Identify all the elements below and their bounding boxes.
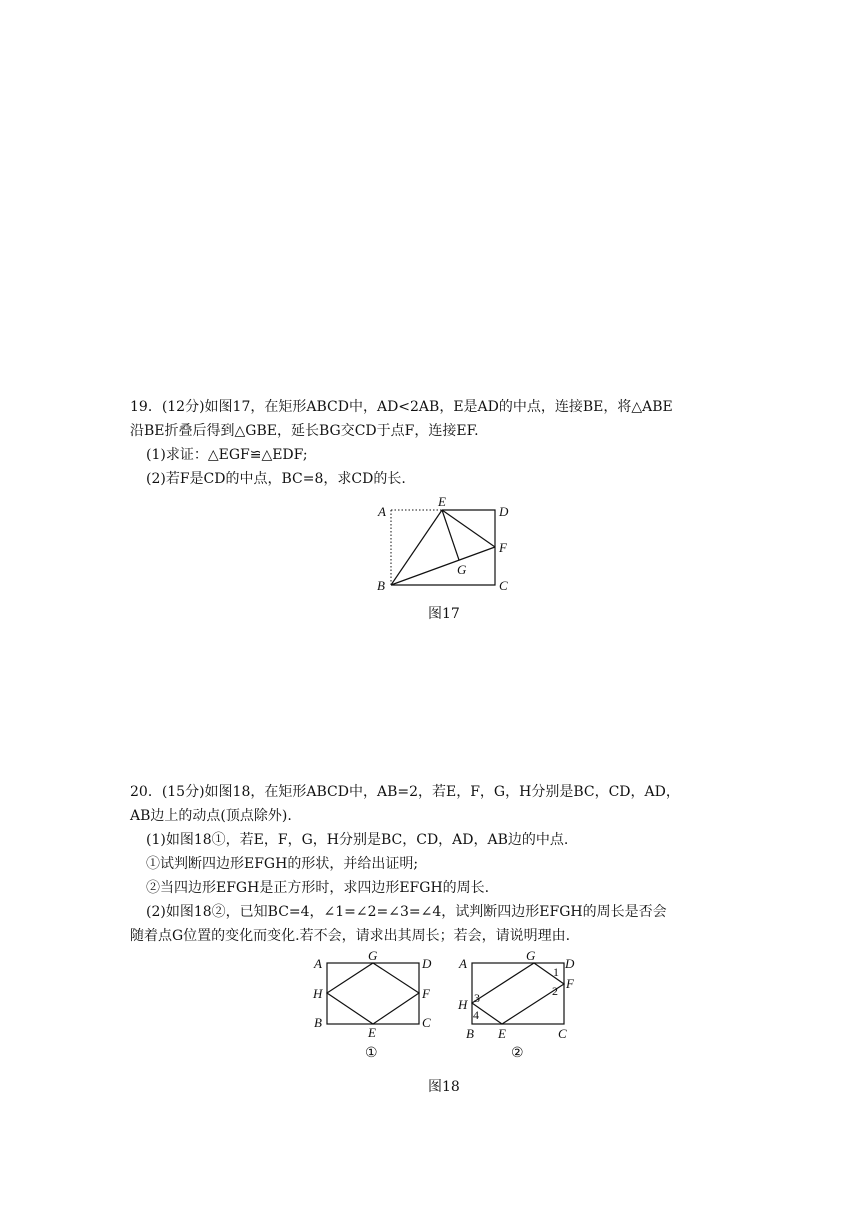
segment-ef bbox=[442, 510, 495, 547]
label-b: B bbox=[377, 578, 385, 593]
label-d: D bbox=[499, 504, 509, 519]
fig2-label-d: D bbox=[565, 956, 575, 971]
q19-line2: 沿BE折叠后得到△GBE，延长BG交CD于点F，连接EF. bbox=[130, 423, 479, 439]
fig2-label-f: F bbox=[566, 976, 574, 991]
fig2-label-a: A bbox=[459, 956, 467, 971]
segment-be bbox=[391, 510, 442, 585]
fig1-label-g: G bbox=[368, 950, 378, 963]
label-c: C bbox=[499, 578, 508, 593]
figure-18-caption: 图18 bbox=[428, 1079, 460, 1095]
fig1-label-d: D bbox=[422, 956, 432, 971]
q20-line2: AB边上的动点(顶点除外). bbox=[130, 808, 292, 824]
fig2-angle-3: 3 bbox=[474, 991, 480, 1005]
fig2-label-g: G bbox=[526, 950, 536, 963]
fig1-label-h: H bbox=[313, 986, 323, 1001]
fig1-caption: ① bbox=[365, 1046, 378, 1061]
q20-part1: (1)如图18①，若E，F，G，H分别是BC，CD，AD，AB边的中点. bbox=[146, 832, 569, 848]
rect-edges bbox=[391, 510, 495, 585]
fig2-label-b: B bbox=[466, 1026, 474, 1041]
fig1-label-a: A bbox=[314, 956, 322, 971]
label-a: A bbox=[378, 504, 386, 519]
figure-17 bbox=[370, 494, 520, 594]
fig2-angle-1: 1 bbox=[553, 965, 559, 979]
fig2-caption: ② bbox=[511, 1046, 524, 1061]
label-f: F bbox=[499, 540, 507, 555]
q19-line1: 19．(12分)如图17，在矩形ABCD中，AD<2AB，E是AD的中点，连接BE，将△ABE bbox=[130, 399, 673, 415]
fig2-angle-4: 4 bbox=[473, 1008, 479, 1022]
q19-part1: (1)求证：△EGF≌△EDF; bbox=[146, 447, 308, 463]
segment-eg bbox=[442, 510, 459, 560]
q20-part2a: (2)如图18②，已知BC=4，∠1=∠2=∠3=∠4，试判断四边形EFGH的周长是否会 bbox=[146, 904, 667, 920]
q20-line1: 20．(15分)如图18，在矩形ABCD中，AB=2，若E，F，G，H分别是BC，CD，AD， bbox=[130, 784, 680, 800]
fig1-label-e: E bbox=[368, 1025, 376, 1040]
figure-17-caption: 图17 bbox=[428, 606, 460, 622]
fig1-label-f: F bbox=[422, 986, 430, 1001]
fig2-label-e: E bbox=[498, 1026, 506, 1041]
fig2-angle-2: 2 bbox=[552, 984, 558, 998]
q20-part1b: ②当四边形EFGH是正方形时，求四边形EFGH的周长. bbox=[146, 880, 490, 896]
fig1-label-c: C bbox=[422, 1015, 431, 1030]
label-g: G bbox=[457, 562, 467, 577]
segment-bf bbox=[391, 547, 495, 585]
figure-18-1 bbox=[305, 950, 440, 1070]
fig2-parallelogram bbox=[472, 963, 564, 1024]
fig1-rhombus bbox=[327, 963, 419, 1024]
fig2-label-c: C bbox=[558, 1026, 567, 1041]
label-e: E bbox=[438, 494, 446, 509]
figure-18-2 bbox=[452, 950, 587, 1070]
q20-part2b: 随着点G位置的变化而变化.若不会，请求出其周长；若会，请说明理由. bbox=[130, 928, 571, 944]
q20-part1a: ①试判断四边形EFGH的形状，并给出证明; bbox=[146, 856, 419, 872]
fig2-label-h: H bbox=[458, 997, 468, 1012]
fig1-label-b: B bbox=[314, 1015, 322, 1030]
fig1-rectangle bbox=[327, 963, 419, 1024]
q19-part2: (2)若F是CD的中点，BC=8，求CD的长. bbox=[146, 471, 406, 487]
